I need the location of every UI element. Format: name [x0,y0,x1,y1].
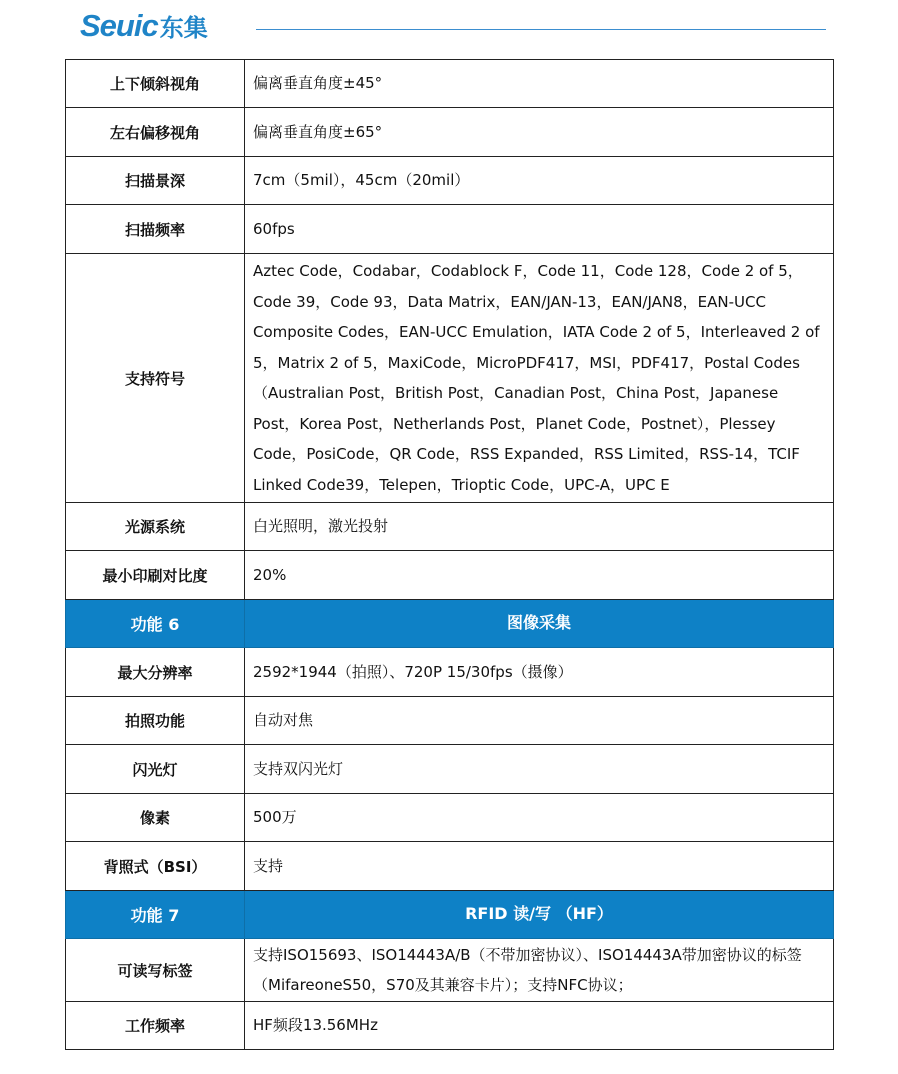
section-title: RFID 读/写 （HF） [245,891,834,939]
table-row [66,842,834,891]
table-row [66,157,834,205]
table-row [66,745,834,794]
header-divider [256,29,826,30]
section-header-row [66,600,834,648]
table-row [66,939,834,1002]
section-label: 功能 6 [66,600,245,648]
spec-value: 自动对焦 [245,697,834,745]
section-title: 图像采集 [245,600,834,648]
spec-value: 偏离垂直角度±65° [245,108,834,157]
spec-label: 像素 [66,794,245,842]
spec-value: 支持ISO15693、ISO14443A/B（不带加密协议）、ISO14443A带加密协议的标签（MifareoneS50，S70及其兼容卡片）；支持NFC协议； [245,939,834,1002]
table-row [66,503,834,551]
spec-label: 上下倾斜视角 [66,60,245,108]
table-row [66,648,834,697]
spec-value: 20% [245,551,834,600]
table-row [66,794,834,842]
page-header [0,0,898,60]
spec-value: 60fps [245,205,834,254]
table-row [66,551,834,600]
spec-value: 500万 [245,794,834,842]
spec-label: 拍照功能 [66,697,245,745]
logo-latin-text: Seuic [80,8,158,43]
spec-value: 2592*1944（拍照）、720P 15/30fps（摄像） [245,648,834,697]
spec-value: 7cm（5mil），45cm（20mil） [245,157,834,205]
spec-label: 扫描频率 [66,205,245,254]
spec-value: 支持双闪光灯 [245,745,834,794]
spec-label: 可读写标签 [66,939,245,1002]
spec-label: 左右偏移视角 [66,108,245,157]
spec-label: 扫描景深 [66,157,245,205]
spec-label: 闪光灯 [66,745,245,794]
logo-chinese-text: 东集 [159,14,208,42]
spec-label: 最大分辨率 [66,648,245,697]
table-row [66,60,834,108]
section-header-row [66,891,834,939]
table-row [66,108,834,157]
table-row [66,254,834,503]
spec-value: 偏离垂直角度±45° [245,60,834,108]
spec-label: 背照式（BSI） [66,842,245,891]
table-row [66,1002,834,1050]
spec-value: 支持 [245,842,834,891]
table-row [66,205,834,254]
spec-label: 工作频率 [66,1002,245,1050]
spec-value: Aztec Code，Codabar，Codablock F，Code 11，Code 128，Code 2 of 5，Code 39，Code 93，Data Matrix，EAN/JAN-13，EAN/JAN8，EAN-UCC Composite Codes，EAN-UCC Emulation，IATA Code 2 of 5，Interleaved 2 of 5，Matrix 2 of 5，MaxiCode，MicroPDF417，MSI，PDF417，Postal Codes（Australian Post，British Post，Canadian Post，China Post，Japanese Post，Korea Post，Netherlands Post，Planet Code，Postnet），Plessey Code，PosiCode，QR Code，RSS Expanded，RSS Limited，RSS-14，TCIF Linked Code39，Telepen，Trioptic Code，UPC-A，UPC E [245,254,834,503]
spec-label: 支持符号 [66,254,245,503]
spec-table [65,59,834,1050]
spec-label: 光源系统 [66,503,245,551]
spec-value: 白光照明，激光投射 [245,503,834,551]
table-row [66,697,834,745]
seuic-logo [80,8,208,44]
spec-value: HF频段13.56MHz [245,1002,834,1050]
spec-label: 最小印刷对比度 [66,551,245,600]
section-label: 功能 7 [66,891,245,939]
